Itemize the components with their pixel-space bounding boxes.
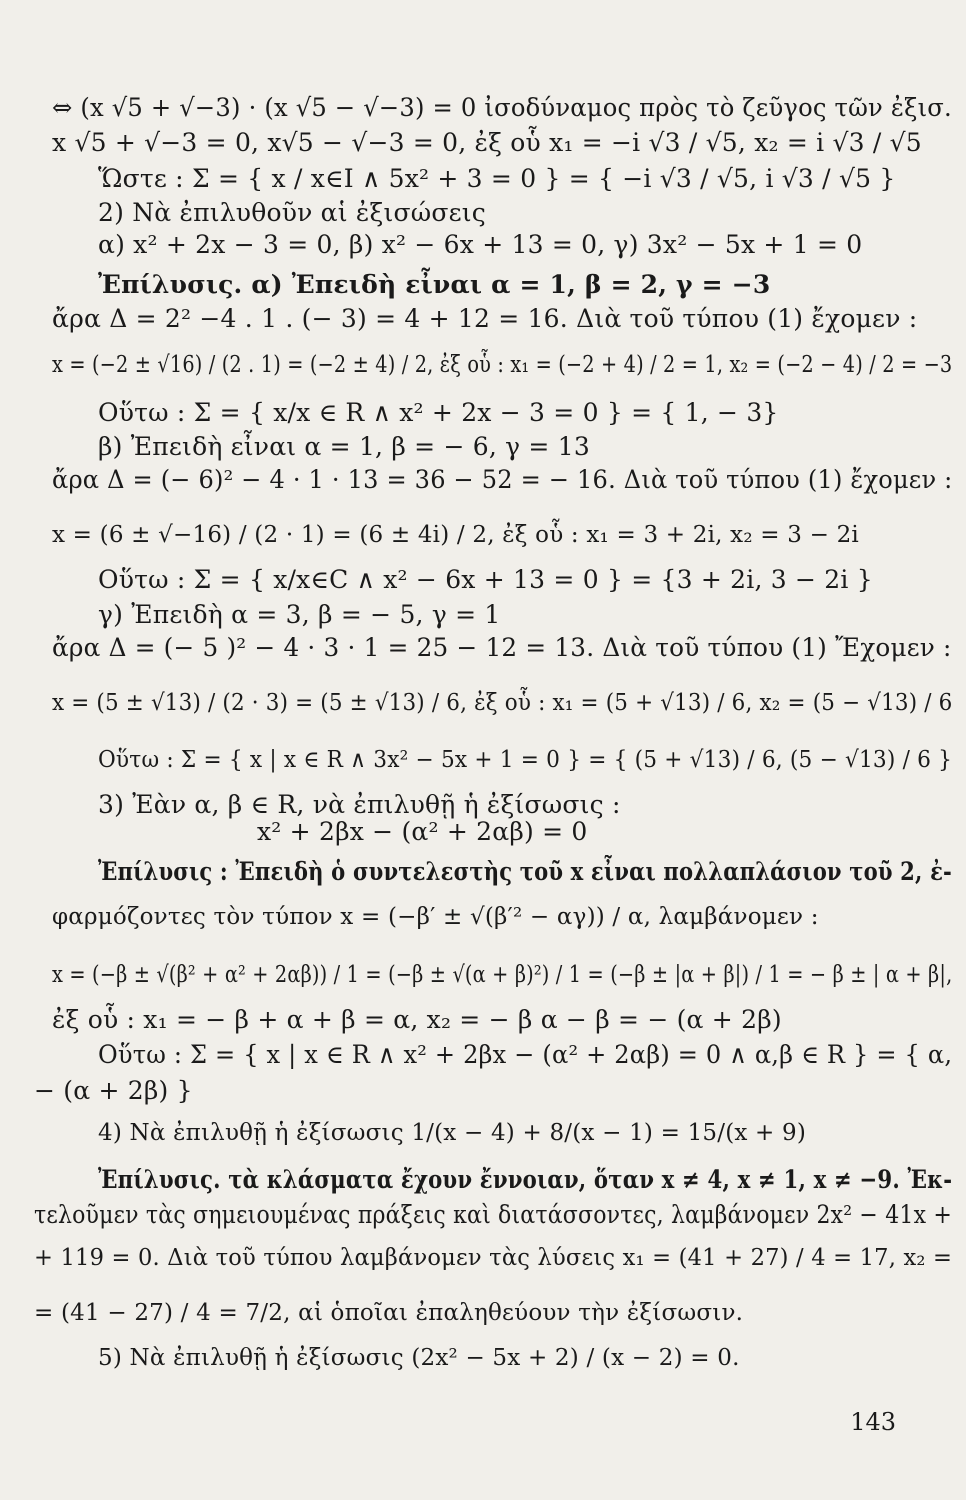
text-line: Ἐπίλυσις : Ἐπειδὴ ὁ συντελεστὴς τοῦ x εἶναι πολλαπλάσιον τοῦ 2, ἐ- xyxy=(98,857,952,886)
text-line: 4) Νὰ ἐπιλυθῇ ἡ ἐξίσωσις 1/(x − 4) + 8/(x − 1) = 15/(x + 9) xyxy=(98,1120,807,1146)
text-line: x √5 + √−3 = 0, x√5 − √−3 = 0, ἐξ οὗ x₁ = −i √3 / √5, x₂ = i √3 / √5 xyxy=(52,128,922,157)
text-line: Ἐπίλυσις. τὰ κλάσματα ἔχουν ἔννοιαν, ὅταν x ≠ 4, x ≠ 1, x ≠ −9. Ἐκ- xyxy=(98,1165,953,1194)
text-line: α) x² + 2x − 3 = 0, β) x² − 6x + 13 = 0, γ) 3x² − 5x + 1 = 0 xyxy=(98,230,863,259)
text-line: ⇔ (x √5 + √−3) · (x √5 − √−3) = 0 ἰσοδύναμος πρὸς τὸ ζεῦγος τῶν ἐξισ. xyxy=(52,93,952,122)
text-line: 3) Ἐὰν α, β ∈ R, νὰ ἐπιλυθῇ ἡ ἐξίσωσις : xyxy=(98,790,621,819)
text-line: Οὕτω : Σ = { x/x ∈ R ∧ x² + 2x − 3 = 0 } = { 1, − 3} xyxy=(98,398,779,427)
page-number: 143 xyxy=(850,1408,896,1436)
text-line: 2) Νὰ ἐπιλυθοῦν αἱ ἐξισώσεις xyxy=(98,198,486,227)
text-line: β) Ἐπειδὴ εἶναι α = 1, β = − 6, γ = 13 xyxy=(98,432,590,461)
text-line: Ἐπίλυσις. α) Ἐπειδὴ εἶναι α = 1, β = 2, γ = −3 xyxy=(98,270,771,299)
text-line: ἄρα Δ = (− 6)² − 4 · 1 · 13 = 36 − 52 = − 16. Διὰ τοῦ τύπου (1) ἔχομεν : xyxy=(52,465,953,494)
text-line: Οὕτω : Σ = { x/x∈C ∧ x² − 6x + 13 = 0 } = {3 + 2i, 3 − 2i } xyxy=(98,565,873,594)
text-line: + 119 = 0. Διὰ τοῦ τύπου λαμβάνομεν τὰς λύσεις x₁ = (41 + 27) / 4 = 17, x₂ = xyxy=(34,1245,953,1271)
text-line: φαρμόζοντες τὸν τύπον x = (−β′ ± √(β′² − αγ)) / α, λαμβάνομεν : xyxy=(52,904,819,930)
text-line: x² + 2βx − (α² + 2αβ) = 0 xyxy=(257,817,588,846)
text-line: Οὕτω : Σ = { x | x ∈ R ∧ x² + 2βx − (α² + 2αβ) = 0 ∧ α,β ∈ R } = { α, xyxy=(98,1040,953,1069)
text-line: x = (6 ± √−16) / (2 · 1) = (6 ± 4i) / 2, ἐξ οὗ : x₁ = 3 + 2i, x₂ = 3 − 2i xyxy=(52,522,859,548)
text-line: ἄρα Δ = (− 5 )² − 4 · 3 · 1 = 25 − 12 = 13. Διὰ τοῦ τύπου (1) Ἔχομεν : xyxy=(52,633,952,662)
text-line: ἄρα Δ = 2² −4 . 1 . (− 3) = 4 + 12 = 16. Διὰ τοῦ τύπου (1) ἔχομεν : xyxy=(52,304,918,333)
text-line: x = (5 ± √13) / (2 · 3) = (5 ± √13) / 6, ἐξ οὗ : x₁ = (5 + √13) / 6, x₂ = (5 − √13) / 6 xyxy=(52,690,953,716)
text-line: x = (−β ± √(β² + α² + 2αβ)) / 1 = (−β ± √(α + β)²) / 1 = (−β ± |α + β|) / 1 = − β ± | α + β|, xyxy=(52,962,953,988)
text-line: τελοῦμεν τὰς σημειουμένας πράξεις καὶ διατάσσοντες, λαμβάνομεν 2x² − 41x + xyxy=(34,1200,953,1229)
text-line: − (α + 2β) } xyxy=(34,1076,193,1105)
text-line: γ) Ἐπειδὴ α = 3, β = − 5, γ = 1 xyxy=(98,600,501,629)
text-line: ἐξ οὗ : x₁ = − β + α + β = α, x₂ = − β α − β = − (α + 2β) xyxy=(52,1005,782,1034)
text-line: x = (−2 ± √16) / (2 . 1) = (−2 ± 4) / 2, ἐξ οὗ : x₁ = (−2 + 4) / 2 = 1, x₂ = (−2 − 4) / 2 = −3 xyxy=(52,352,953,378)
text-line: Ὥστε : Σ = { x / x∈Ι ∧ 5x² + 3 = 0 } = { −i √3 / √5, i √3 / √5 } xyxy=(98,164,896,193)
text-line: = (41 − 27) / 4 = 7/2, αἱ ὁποῖαι ἐπαληθεύουν τὴν ἐξίσωσιν. xyxy=(34,1300,744,1326)
text-line: 5) Νὰ ἐπιλυθῇ ἡ ἐξίσωσις (2x² − 5x + 2) / (x − 2) = 0. xyxy=(98,1345,740,1371)
text-line: Οὕτω : Σ = { x | x ∈ R ∧ 3x² − 5x + 1 = 0 } = { (5 + √13) / 6, (5 − √13) / 6 } xyxy=(98,747,953,773)
